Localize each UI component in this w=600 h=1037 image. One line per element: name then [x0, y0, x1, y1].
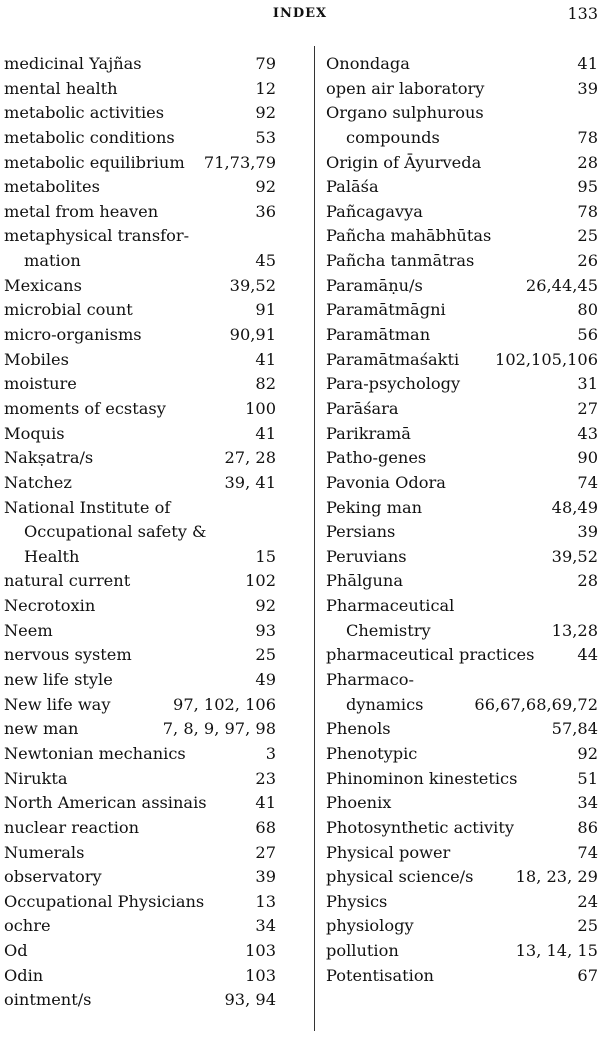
index-term: Pharmaceutical — [326, 596, 455, 616]
index-column-right — [326, 52, 598, 988]
index-entry — [326, 446, 598, 471]
index-term: metabolic activities — [4, 103, 165, 123]
index-term: microbial count — [4, 300, 133, 320]
index-term: Phālguna — [326, 571, 404, 591]
index-term: observatory — [4, 867, 102, 887]
index-entry — [4, 175, 276, 200]
index-pages: 93 — [255, 620, 276, 640]
index-entry — [4, 372, 276, 397]
index-entry — [326, 742, 598, 767]
index-term: Phinominon kinestetics — [326, 768, 518, 788]
index-entry — [4, 298, 276, 323]
index-entry — [326, 717, 598, 742]
index-term: new life style — [4, 670, 113, 690]
index-pages: 13, 14, 15 — [515, 941, 598, 961]
index-entry — [326, 668, 598, 693]
index-term: Pañcagavya — [326, 201, 423, 221]
index-pages: 34 — [255, 916, 276, 936]
index-entry — [326, 175, 598, 200]
index-pages: 41 — [577, 54, 598, 73]
index-term: new man — [4, 719, 79, 739]
index-pages: 36 — [255, 201, 276, 221]
index-entry — [326, 643, 598, 668]
index-pages: 39 — [577, 78, 598, 98]
index-entry — [4, 619, 276, 644]
index-pages: 67 — [577, 965, 598, 985]
index-pages: 102 — [245, 571, 276, 591]
index-entry — [326, 939, 598, 964]
index-term: metabolic equilibrium — [4, 152, 185, 172]
index-entry — [326, 298, 598, 323]
index-entry — [4, 249, 276, 274]
index-entry — [326, 126, 598, 151]
index-term: mation — [24, 251, 81, 271]
index-entry — [326, 224, 598, 249]
index-term: Origin of Āyurveda — [326, 152, 482, 172]
index-term: Onondaga — [326, 54, 410, 73]
index-pages: 82 — [255, 374, 276, 394]
index-entry — [4, 274, 276, 299]
index-entry — [326, 890, 598, 915]
index-pages: 31 — [577, 374, 598, 394]
index-pages: 39, 41 — [224, 472, 276, 492]
index-term: Pavonia Odora — [326, 472, 446, 492]
index-entry — [326, 151, 598, 176]
index-entry — [4, 496, 276, 521]
index-pages: 49 — [255, 670, 276, 690]
index-entry — [4, 126, 276, 151]
index-term: metal from heaven — [4, 201, 159, 221]
index-pages: 90,91 — [229, 325, 276, 345]
index-term: Pharmaco- — [326, 670, 414, 690]
index-pages: 45 — [255, 251, 276, 271]
index-term: Mexicans — [4, 275, 82, 295]
index-pages: 25 — [577, 226, 598, 246]
index-pages: 39 — [577, 522, 598, 542]
index-entry — [4, 101, 276, 126]
index-term: natural current — [4, 571, 131, 591]
index-term: Health — [24, 546, 80, 566]
index-term: Persians — [326, 522, 396, 542]
index-term: Physical power — [326, 842, 451, 862]
index-pages: 95 — [577, 177, 598, 197]
index-entry — [4, 988, 276, 1013]
index-pages: 15 — [255, 546, 276, 566]
index-pages: 97, 102, 106 — [173, 694, 276, 714]
index-term: Phenols — [326, 719, 391, 739]
index-entry — [326, 569, 598, 594]
index-entry — [326, 422, 598, 447]
index-term: Parāśara — [326, 398, 399, 418]
index-entry — [326, 520, 598, 545]
index-entry — [326, 791, 598, 816]
index-entry — [326, 496, 598, 521]
page-number: 133 — [567, 4, 598, 23]
index-term: Parikramā — [326, 423, 411, 443]
index-pages: 13 — [255, 891, 276, 911]
index-entry — [326, 77, 598, 102]
index-term: Phoenix — [326, 793, 392, 813]
index-pages: 56 — [577, 325, 598, 345]
index-pages: 92 — [255, 596, 276, 616]
index-term: Od — [4, 941, 28, 961]
index-column-left — [4, 52, 276, 1013]
index-entry — [4, 767, 276, 792]
index-entry — [4, 224, 276, 249]
index-term: Paramāṇu/s — [326, 275, 423, 295]
index-term: Occupational safety & — [24, 522, 207, 542]
index-term: mental health — [4, 78, 118, 98]
index-entry — [326, 545, 598, 570]
index-pages: 91 — [255, 300, 276, 320]
index-term: Peking man — [326, 497, 423, 517]
index-pages: 86 — [577, 817, 598, 837]
index-entry — [4, 52, 276, 77]
index-pages: 74 — [577, 472, 598, 492]
index-term: Palāśa — [326, 177, 379, 197]
index-term: pollution — [326, 941, 399, 961]
index-pages: 28 — [577, 152, 598, 172]
index-pages: 39,52 — [551, 546, 598, 566]
index-entry — [326, 249, 598, 274]
index-term: Potentisation — [326, 965, 434, 985]
index-entry — [326, 594, 598, 619]
index-pages: 92 — [255, 177, 276, 197]
index-entry — [326, 619, 598, 644]
index-pages: 74 — [577, 842, 598, 862]
index-pages: 27 — [577, 398, 598, 418]
index-pages: 93, 94 — [224, 990, 276, 1010]
index-entry — [4, 742, 276, 767]
index-pages: 68 — [255, 817, 276, 837]
index-term: Nakṣatra/s — [4, 448, 94, 468]
index-term: open air laboratory — [326, 78, 485, 98]
index-pages: 39,52 — [229, 275, 276, 295]
index-term: compounds — [346, 127, 440, 147]
index-entry — [326, 274, 598, 299]
index-pages: 44 — [577, 645, 598, 665]
index-term: nervous system — [4, 645, 132, 665]
index-pages: 103 — [245, 941, 276, 961]
index-term: New life way — [4, 694, 111, 714]
index-entry — [4, 964, 276, 989]
index-term: Physics — [326, 891, 388, 911]
index-pages: 27, 28 — [224, 448, 276, 468]
index-term: Pañcha mahābhūtas — [326, 226, 492, 246]
index-entry — [326, 914, 598, 939]
index-pages: 41 — [255, 793, 276, 813]
index-pages: 18, 23, 29 — [515, 867, 598, 887]
index-pages: 48,49 — [551, 497, 598, 517]
index-term: Occupational Physicians — [4, 891, 205, 911]
index-entry — [326, 348, 598, 373]
index-entry — [4, 841, 276, 866]
index-entry — [4, 693, 276, 718]
index-term: Neem — [4, 620, 53, 640]
index-term: physiology — [326, 916, 414, 936]
index-term: Nirukta — [4, 768, 68, 788]
index-entry — [4, 939, 276, 964]
index-pages: 24 — [577, 891, 598, 911]
index-term: metabolites — [4, 177, 100, 197]
column-divider — [314, 46, 315, 1031]
index-entry — [326, 200, 598, 225]
index-term: Photosynthetic activity — [326, 817, 514, 837]
index-entry — [4, 717, 276, 742]
index-entry — [4, 151, 276, 176]
index-term: Odin — [4, 965, 44, 985]
index-entry — [326, 471, 598, 496]
index-term: ointment/s — [4, 990, 92, 1010]
index-term: Phenotypic — [326, 743, 418, 763]
index-entry — [326, 397, 598, 422]
index-entry — [4, 471, 276, 496]
index-entry — [4, 816, 276, 841]
running-title: INDEX — [272, 6, 328, 21]
index-pages: 25 — [255, 645, 276, 665]
index-entry — [4, 643, 276, 668]
index-term: nuclear reaction — [4, 817, 140, 837]
index-entry — [4, 520, 276, 545]
index-entry — [4, 422, 276, 447]
index-entry — [4, 890, 276, 915]
index-pages: 78 — [577, 127, 598, 147]
index-term: metabolic conditions — [4, 127, 175, 147]
index-entry — [326, 101, 598, 126]
index-pages: 102,105,106 — [495, 349, 598, 369]
index-pages: 3 — [265, 743, 276, 763]
index-entry — [326, 767, 598, 792]
index-pages: 43 — [577, 423, 598, 443]
index-pages: 79 — [255, 54, 276, 73]
index-term: micro-organisms — [4, 325, 142, 345]
index-pages: 80 — [577, 300, 598, 320]
index-term: Peruvians — [326, 546, 407, 566]
index-entry — [4, 545, 276, 570]
index-pages: 57,84 — [551, 719, 598, 739]
index-term: Paramātman — [326, 325, 431, 345]
index-entry — [4, 77, 276, 102]
index-term: North American assinais — [4, 793, 207, 813]
index-entry — [4, 594, 276, 619]
index-pages: 39 — [255, 867, 276, 887]
index-term: Patho-genes — [326, 448, 427, 468]
index-term: moisture — [4, 374, 77, 394]
index-entry — [4, 323, 276, 348]
index-term: metaphysical transfor- — [4, 226, 190, 246]
index-pages: 12 — [255, 78, 276, 98]
index-entry — [4, 791, 276, 816]
index-entry — [4, 569, 276, 594]
index-term: pharmaceutical practices — [326, 645, 535, 665]
index-entry — [4, 865, 276, 890]
index-term: moments of ecstasy — [4, 398, 166, 418]
index-pages: 66,67,68,69,72 — [474, 694, 598, 714]
index-term: Newtonian mechanics — [4, 743, 186, 763]
index-term: medicinal Yajñas — [4, 54, 142, 73]
index-term: Paramātmaśakti — [326, 349, 460, 369]
index-entry — [326, 372, 598, 397]
index-pages: 53 — [255, 127, 276, 147]
index-term: Para-psychology — [326, 374, 461, 394]
index-term: dynamics — [346, 694, 424, 714]
index-pages: 34 — [577, 793, 598, 813]
index-term: Necrotoxin — [4, 596, 96, 616]
index-pages: 26 — [577, 251, 598, 271]
index-term: National Institute of — [4, 497, 171, 517]
index-pages: 90 — [577, 448, 598, 468]
index-pages: 26,44,45 — [525, 275, 598, 295]
index-term: Numerals — [4, 842, 85, 862]
index-pages: 92 — [255, 103, 276, 123]
index-pages: 78 — [577, 201, 598, 221]
index-entry — [326, 693, 598, 718]
index-term: Mobiles — [4, 349, 69, 369]
index-pages: 103 — [245, 965, 276, 985]
index-pages: 100 — [245, 398, 276, 418]
index-pages: 23 — [255, 768, 276, 788]
index-entry — [4, 446, 276, 471]
index-pages: 28 — [577, 571, 598, 591]
index-pages: 41 — [255, 423, 276, 443]
index-entry — [326, 841, 598, 866]
index-pages: 25 — [577, 916, 598, 936]
index-pages: 27 — [255, 842, 276, 862]
index-pages: 92 — [577, 743, 598, 763]
index-term: Paramātmāgni — [326, 300, 446, 320]
index-entry — [4, 914, 276, 939]
index-term: Chemistry — [346, 620, 431, 640]
index-pages: 51 — [577, 768, 598, 788]
index-term: Natchez — [4, 472, 72, 492]
index-entry — [4, 668, 276, 693]
index-term: ochre — [4, 916, 51, 936]
index-term: Moquis — [4, 423, 65, 443]
index-entry — [326, 323, 598, 348]
index-entry — [326, 52, 598, 77]
index-term: Pañcha tanmātras — [326, 251, 475, 271]
index-entry — [326, 865, 598, 890]
index-entry — [326, 964, 598, 989]
index-pages: 7, 8, 9, 97, 98 — [162, 719, 276, 739]
index-entry — [326, 816, 598, 841]
index-entry — [4, 397, 276, 422]
index-term: physical science/s — [326, 867, 474, 887]
page-header — [0, 4, 600, 26]
index-term: Organo sulphurous — [326, 103, 484, 123]
index-pages: 71,73,79 — [203, 152, 276, 172]
index-pages: 41 — [255, 349, 276, 369]
index-pages: 13,28 — [551, 620, 598, 640]
index-entry — [4, 348, 276, 373]
index-entry — [4, 200, 276, 225]
